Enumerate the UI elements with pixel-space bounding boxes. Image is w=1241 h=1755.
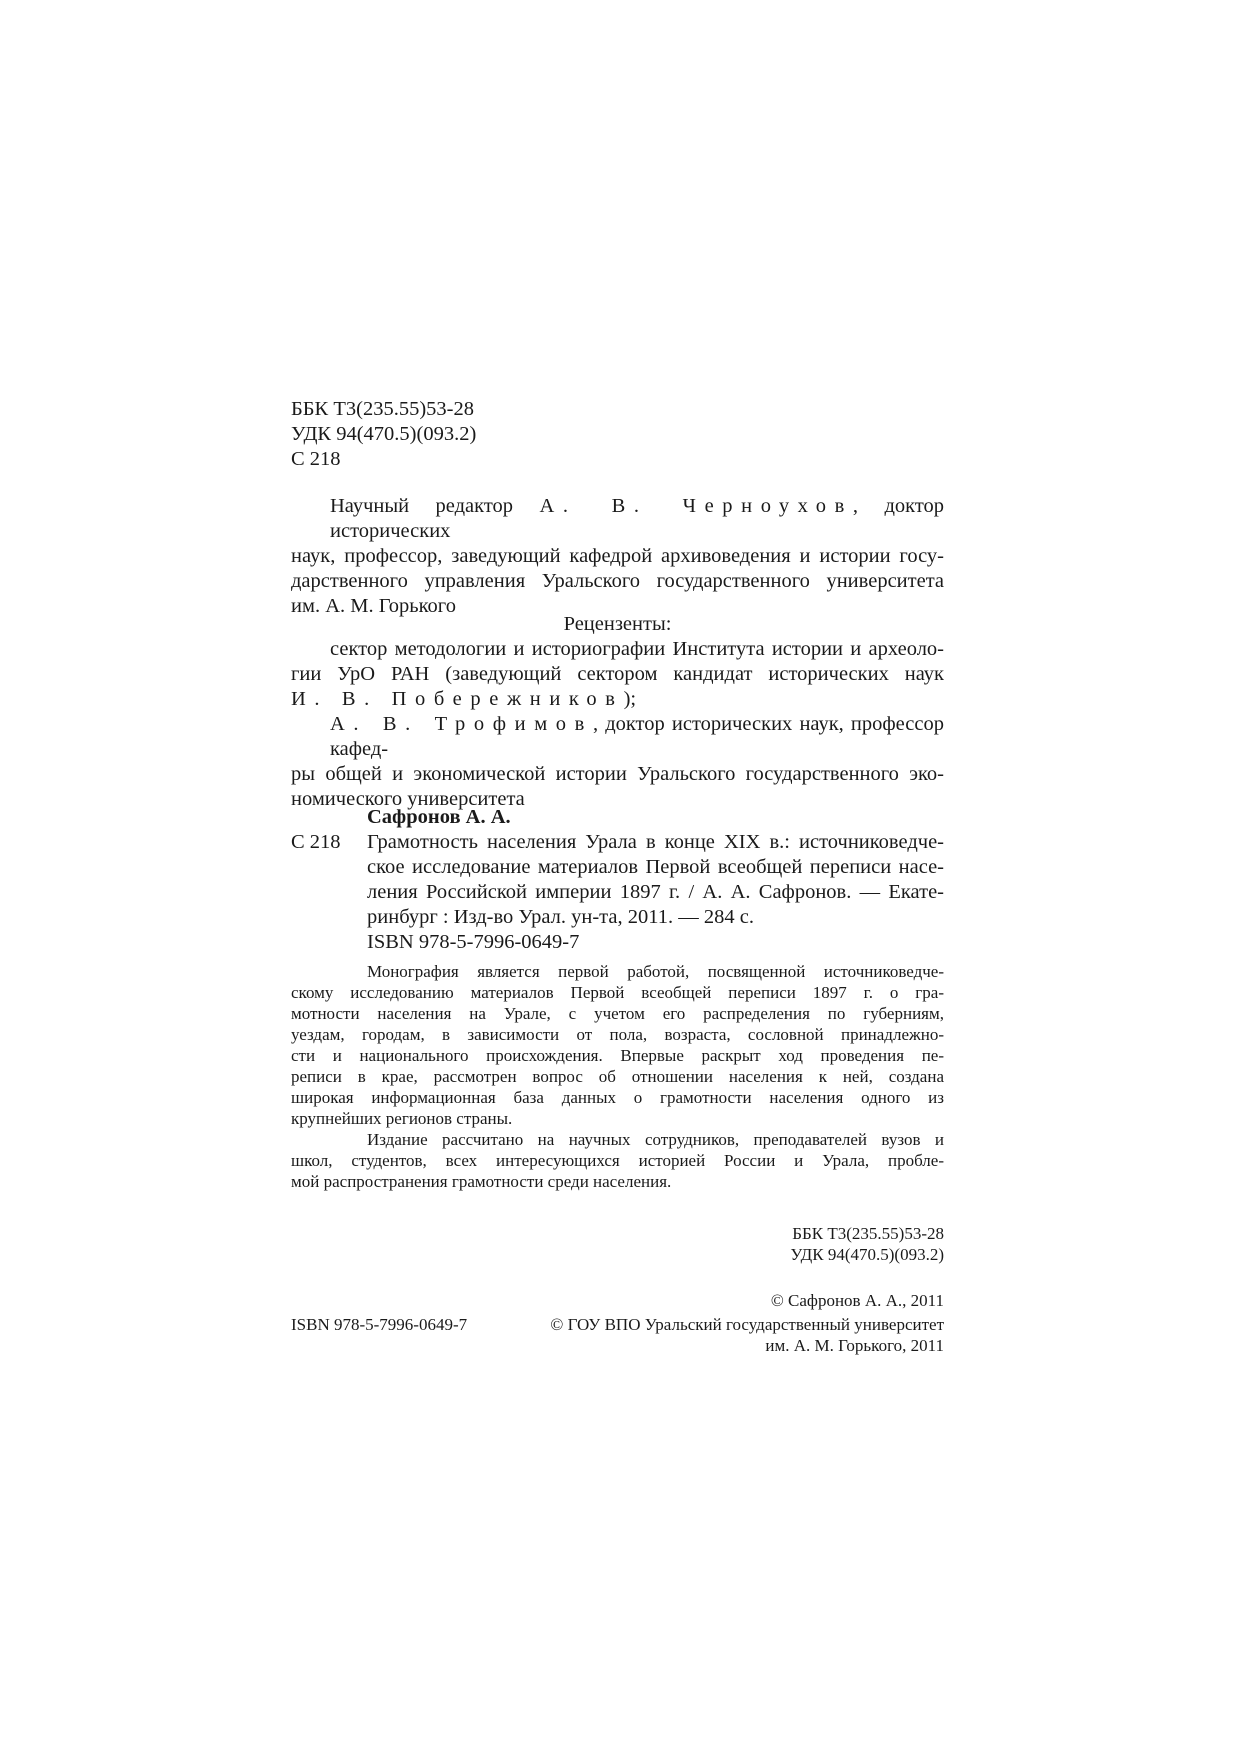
reviewer-1-line-2: гии УрО РАН (заведующий сектором кандидат исторических наук	[291, 663, 944, 685]
bbk-code: ББК Т3(235.55)53-28	[291, 398, 474, 420]
abstract-p1-line: уездам, городам, в зависимости от пола, возраста, сословной принадлежно-	[291, 1025, 944, 1044]
scientific-editor	[291, 494, 944, 619]
entry-body	[291, 830, 944, 955]
reviewer-2-line-3: номического университета	[291, 788, 525, 810]
classification-codes	[291, 397, 944, 472]
editor-line-3: дарственного управления Уральского государственного университета	[291, 570, 944, 592]
copyright-author: © Сафронов А. А., 2011	[770, 1291, 944, 1310]
copyright-publisher-line-2: им. А. М. Горького, 2011	[765, 1336, 944, 1355]
entry-author: Сафронов А. А.	[367, 806, 511, 828]
abstract-p1-line: Монография является первой работой, посвященной источниковедче-	[367, 962, 944, 981]
entry-line-3: ления Российской империи 1897 г. / А. А. Сафронов. — Екате-	[367, 881, 944, 903]
entry-line-4: ринбург : Изд-во Урал. ун-та, 2011. — 284 с.	[367, 906, 754, 928]
entry-line-2: ское исследование материалов Первой всеобщей переписи насе-	[367, 856, 944, 878]
abstract-p1-line: скому исследованию материалов Первой всеобщей переписи 1897 г. о гра-	[291, 983, 944, 1002]
entry-isbn: ISBN 978-5-7996-0649-7	[367, 931, 580, 953]
bibliographic-entry	[291, 805, 944, 955]
abstract-p1-line: сти и национального происхождения. Впервые раскрыт ход проведения пе-	[291, 1046, 944, 1065]
abstract-p2-line: Издание рассчитано на научных сотрудников, преподавателей вузов и	[367, 1130, 944, 1149]
isbn-footer: ISBN 978-5-7996-0649-7	[291, 1315, 468, 1334]
abstract-p1-line: мотности населения на Урале, с учетом его распределения по губерниям,	[291, 1004, 944, 1023]
bbk-code-bottom: ББК Т3(235.55)53-28	[792, 1224, 944, 1243]
classification-codes-bottom	[291, 1223, 944, 1265]
abstract	[291, 961, 944, 1192]
editor-line-1: Научный редактор А. В. Черноухов, доктор исторических	[330, 495, 945, 542]
udk-code: УДК 94(470.5)(093.2)	[291, 423, 477, 445]
copyright-publisher-line-1: © ГОУ ВПО Уральский государственный университет	[550, 1315, 944, 1334]
author-mark: С 218	[291, 448, 341, 470]
entry-text	[367, 830, 944, 955]
abstract-p1-line: широкая информационная база данных о грамотности населения одного из	[291, 1088, 944, 1107]
reviewer-1-name: И. В. Побережников	[291, 688, 624, 710]
reviewer-2-line-1: А. В. Трофимов, доктор исторических наук, профессор кафед-	[330, 713, 944, 760]
entry-line-1: Грамотность населения Урала в конце XIX в.: источниковедче-	[367, 831, 944, 853]
reviewer-2-line-2: ры общей и экономической истории Уральского государственного эко-	[291, 763, 944, 785]
abstract-p1-line: реписи в крае, рассмотрен вопрос об отношении населения к ней, создана	[291, 1067, 944, 1086]
abstract-p1-line: крупнейших регионов страны.	[291, 1109, 513, 1128]
editor-line-4: им. А. М. Горького	[291, 595, 456, 617]
reviewers-title: Рецензенты:	[563, 613, 672, 635]
editor-name: А. В. Черноухов	[539, 495, 853, 517]
reviewers	[291, 612, 944, 812]
reviewer-1-line-3: И. В. Побережников);	[291, 688, 637, 710]
editor-line-2: наук, профессор, заведующий кафедрой архивоведения и истории госу-	[291, 545, 944, 567]
abstract-p2-line: школ, студентов, всех интересующихся историей России и Урала, пробле-	[291, 1151, 944, 1170]
reviewer-1-line-1: сектор методологии и историографии Института истории и археоло-	[330, 638, 944, 660]
udk-code-bottom: УДК 94(470.5)(093.2)	[790, 1245, 944, 1264]
copyright-publisher	[291, 1314, 944, 1356]
abstract-p2-line: мой распространения грамотности среди населения.	[291, 1172, 672, 1191]
reviewer-2-name: А. В. Трофимов	[330, 713, 593, 735]
entry-code: С 218	[291, 831, 341, 853]
